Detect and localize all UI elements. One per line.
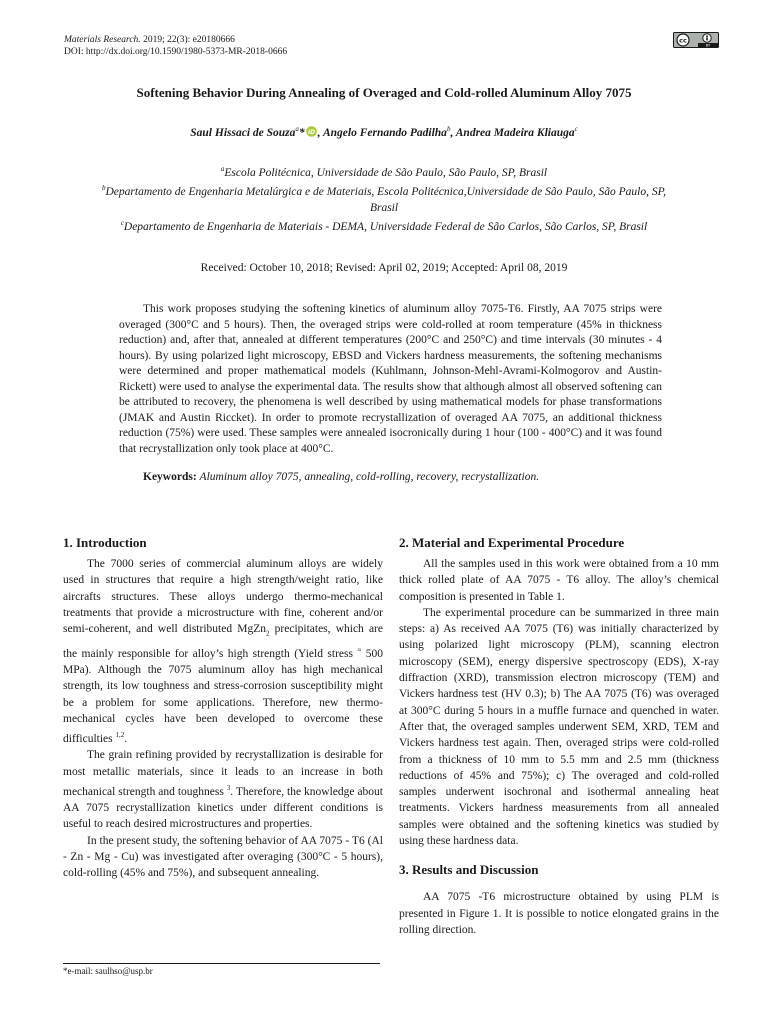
section-heading-results: 3. Results and Discussion bbox=[399, 862, 539, 878]
citation-ref[interactable]: 1,2 bbox=[115, 731, 125, 740]
section-heading-methods: 2. Material and Experimental Procedure bbox=[399, 535, 625, 550]
author-affil-mark: c bbox=[574, 125, 578, 133]
author-affil-mark: b bbox=[446, 125, 451, 133]
corresponding-mark: * bbox=[298, 126, 305, 139]
text-run: precipitates, which are the mainly responsible for alloy’s high strength (Yield stress bbox=[63, 623, 383, 660]
keywords-label: Keywords: bbox=[143, 471, 197, 483]
affiliations bbox=[90, 162, 678, 235]
text-run: The grain refining provided by recrystallization is desirable for most metallic materials, since it leads to an increase in both mechanical strength and toughness bbox=[63, 749, 383, 798]
text-run: The 7000 series of commercial aluminum alloys are widely used in structures that require a high strength/weight ratio, like aircrafts structures. These alloys undergo thermo-mechanical treatments that provide a microstructure with fine, coherent and/or semi-coherent, and well distributed MgZn bbox=[63, 558, 383, 636]
author-list: Saul Hissaci de Souza$^a$* iD , Angelo Fernando Padilha$^b$, Andrea Madeira Kliauga$^c$ bbox=[190, 125, 578, 139]
keywords bbox=[143, 470, 663, 486]
intro-paragraph: In the present study, the softening behavior of AA 7075 - T6 (Al - Zn - Mg - Cu) was investigated after overaging (300°C - 5 hours), cold-rolling (45% and 75%), and subsequent annealing. bbox=[63, 834, 383, 880]
text-run: 500 MPa). Although the 7075 aluminum alloy has high mechanical strength, its low toughness and stress-corrosion susceptibility might be a problem for some applications. Therefore, new thermo-mechanical cycles have been developed to overcome these difficulties bbox=[63, 647, 383, 745]
right-column bbox=[399, 534, 719, 938]
svg-text:BY: BY bbox=[705, 43, 711, 48]
affiliation bbox=[90, 216, 678, 235]
intro-paragraph bbox=[63, 556, 383, 747]
svg-text:iD: iD bbox=[307, 128, 315, 136]
affiliation bbox=[90, 181, 678, 216]
orcid-icon[interactable] bbox=[306, 126, 317, 137]
footnote-rule bbox=[63, 963, 380, 964]
footnote-email[interactable]: *e-mail: saulhso@usp.br bbox=[63, 966, 153, 976]
citation-ref[interactable]: 3 bbox=[226, 783, 231, 792]
affiliation-mark: a bbox=[220, 165, 225, 173]
abstract: This work proposes studying the softening kinetics of aluminum alloy 7075-T6. Firstly, AA 7075 strips were overaged (300°C and 5 hours). Then, the overaged strips were cold-rolled at room temperature (45% in thickness reduction) and, after that, annealed at different temperatures (200°C and 250°C) and time intervals (30 minutes - 4 hours). By using polarized light microscopy, EBSD and Vickers hardness measurements, the softening mechanisms were determined and proper mathematical models (Kuhlmann, Johnson-Mehl-Avrami-Kolmogorov and Austin-Rickett) were used to analyse the experimental data. The results show that although almost all observed softening can be attributed to recovery, the phenomena is well described by using mathematical models for phase transformations (JMAK and Austin Riccket). In order to promote recrystallization of overaged AA 7075, an additional thickness reduction (75%) were used. These samples were annealed isocronically during 1 hour (100 - 400°C) and it was found that recrystallization only took place at 400°C. bbox=[119, 303, 662, 455]
paper-title: Softening Behavior During Annealing of Overaged and Cold-rolled Aluminum Alloy 7075 bbox=[136, 85, 632, 100]
text-run: . bbox=[124, 732, 128, 745]
author-name: Saul Hissaci de Souza bbox=[190, 126, 296, 139]
author-name: Angelo Fernando Padilha bbox=[322, 126, 447, 139]
affiliation-text: Escola Politécnica, Universidade de São Paulo, São Paulo, SP, Brasil bbox=[224, 166, 548, 179]
subscript: 2 bbox=[266, 629, 270, 638]
journal-header bbox=[64, 34, 287, 58]
intro-paragraph bbox=[63, 747, 383, 832]
methods-paragraph: All the samples used in this work were obtained from a 10 mm thick rolled plate of AA 7075 - T6 alloy. The alloy’s chemical composition is presented in Table 1. bbox=[399, 558, 719, 603]
author-name: Andrea Madeira Kliauga bbox=[455, 126, 575, 139]
cc-by-license-icon[interactable] bbox=[673, 32, 719, 48]
keywords-value: Aluminum alloy 7075, annealing, cold-rolling, recovery, recrystallization. bbox=[199, 471, 540, 483]
journal-citation bbox=[64, 34, 287, 46]
affiliation-text: Departamento de Engenharia de Materiais - DEMA, Universidade Federal de São Carlos, São Carlos, SP, Brasil bbox=[123, 220, 648, 233]
affiliation bbox=[90, 162, 678, 181]
author-affil-mark: a bbox=[295, 125, 299, 133]
approx-symbol: ≈ bbox=[357, 645, 362, 654]
affiliation-mark: b bbox=[101, 184, 106, 193]
methods-paragraph: The experimental procedure can be summarized in three main steps: a) As received AA 7075 (T6) was initially characterized by using polarized light microscopy (PLM), scanning electron microscopy (SEM), energy dispersive spectroscopy (EDS), X-ray diffraction (XRD), transmission electron microscopy (TEM) and Vickers hardness test (HV 0.3); b) The AA 7075 (T6) was overaged at 300°C during 5 hours in a muffle furnace and quenched in water. After that, the overaged samples underwent SEM, XRD, TEM and Vickers hardness test again. Then, overaged strips were cold-rolled from a thickness of 10 mm to 5.5 mm and 2.5 mm (thickness reductions of 45% and 75%); c) The overaged and cold-rolled samples underwent isochronal and isothermal annealing heat treatments. Vickers hardness measurements from all annealed samples were obtained and the softening kinetics was studied by using these hardness data. bbox=[399, 606, 719, 848]
text-run: . Therefore, the knowledge about AA 7075 recrystallization kinetics under different conditions is useful to reach desired microstructures and properties. bbox=[63, 785, 383, 831]
section-heading-introduction: 1. Introduction bbox=[63, 535, 147, 550]
affiliation-text: Departamento de Engenharia Metalúrgica e de Materiais, Escola Politécnica,Universidade de São Paulo, São Paulo, SP, Brasil bbox=[105, 186, 667, 214]
results-paragraph: AA 7075 -T6 microstructure obtained by using PLM is presented in Figure 1. It is possible to notice elongated grains in the rolling direction. bbox=[399, 891, 719, 936]
journal-ref: 2019; 22(3): e20180666 bbox=[140, 35, 235, 45]
doi-link[interactable]: DOI: http://dx.doi.org/10.1590/1980-5373-MR-2018-0666 bbox=[64, 47, 288, 57]
left-column bbox=[63, 534, 383, 881]
svg-text:cc: cc bbox=[679, 36, 687, 45]
affiliation-mark: c bbox=[120, 219, 124, 228]
publication-dates: Received: October 10, 2018; Revised: April 02, 2019; Accepted: April 08, 2019 bbox=[200, 262, 568, 274]
journal-name: Materials Research. bbox=[64, 35, 141, 45]
